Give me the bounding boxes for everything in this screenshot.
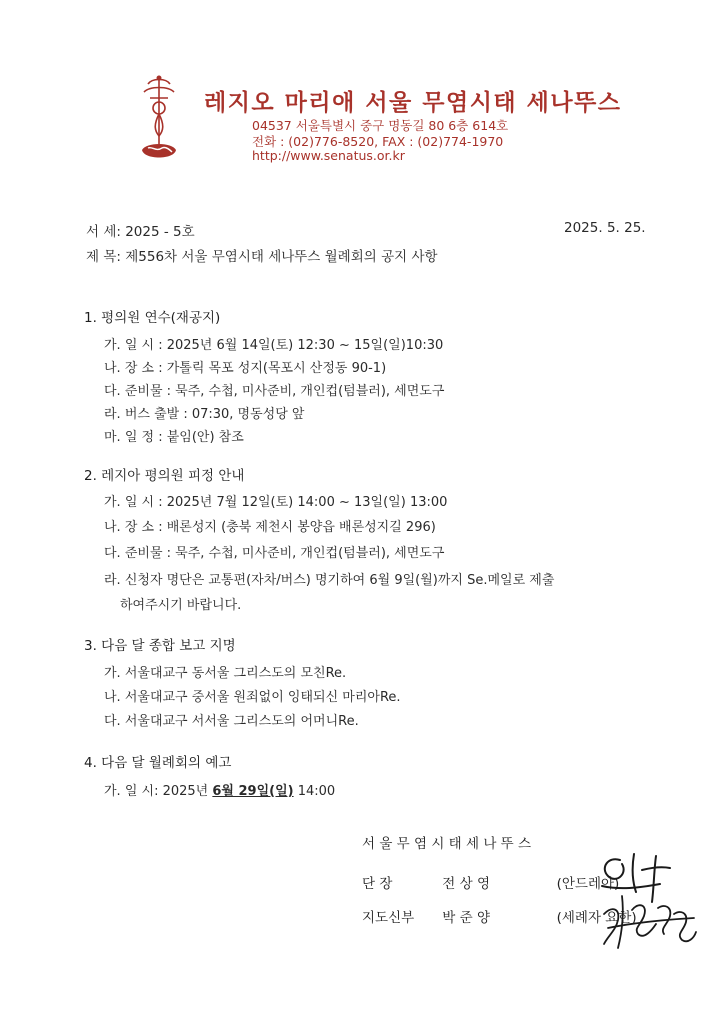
meeting-prefix: 가. 일 시: 2025년 (104, 784, 213, 799)
section-1-item: 라. 버스 출발 : 07:30, 명동성당 앞 (104, 407, 305, 422)
org-name: 레지오 마리애 서울 무염시태 세나뚜스 (204, 90, 622, 116)
subject-text: 제556차 서울 무염시태 세나뚜스 월례회의 공지 사항 (125, 249, 438, 265)
signature-name: 전 상 영 (442, 876, 491, 892)
section-2-item: 다. 준비물 : 묵주, 수첩, 미사준비, 개인컵(텀블러), 세면도구 (104, 546, 445, 561)
section-2-item: 가. 일 시 : 2025년 7월 12일(토) 14:00 ~ 13일(일) 13:00 (104, 495, 448, 510)
meeting-line (104, 780, 335, 799)
section-1-item: 마. 일 정 : 붙임(안) 참조 (104, 430, 244, 445)
section-1-title: 1. 평의원 연수(재공지) (84, 310, 221, 326)
signature-role: 지도신부 (362, 910, 415, 926)
signature-org: 서 울 무 염 시 태 세 나 뚜 스 (362, 836, 532, 852)
section-2-item: 라. 신청자 명단은 교통편(자차/버스) 명기하여 6월 9일(월)까지 Se.메일로 제출 (104, 573, 555, 588)
meeting-date-emphasis: 6월 29일(일) (212, 784, 294, 799)
section-3-item: 다. 서울대교구 서서울 그리스도의 어머니Re. (104, 714, 359, 729)
section-2-title: 2. 레지아 평의원 피정 안내 (84, 468, 245, 484)
meeting-time: 14:00 (293, 784, 336, 799)
signature-role: 단 장 (362, 876, 393, 892)
section-3-title: 3. 다음 달 종합 보고 지명 (84, 638, 236, 654)
section-3-item: 나. 서울대교구 중서울 원죄없이 잉태되신 마리아Re. (104, 690, 401, 705)
signature-row-director (362, 906, 637, 926)
subject-label: 제 목: (86, 249, 121, 265)
doc-number-line (86, 220, 195, 240)
signature-baptismal-name: (안드레아) (556, 876, 620, 892)
legio-emblem-icon (136, 74, 182, 166)
subject-line (86, 245, 438, 265)
org-website[interactable]: http://www.senatus.or.kr (252, 148, 405, 163)
org-phone-fax: 전화 : (02)776-8520, FAX : (02)774-1970 (252, 134, 504, 149)
section-1-item: 가. 일 시 : 2025년 6월 14일(토) 12:30 ~ 15일(일)10:30 (104, 338, 444, 353)
section-2-item: 나. 장 소 : 배론성지 (충북 제천시 봉양읍 배론성지길 296) (104, 520, 436, 535)
doc-number-label: 서 세: (86, 224, 121, 240)
org-address: 04537 서울특별시 중구 명동길 80 6층 614호 (252, 118, 509, 133)
section-1-item: 나. 장 소 : 가톨릭 목포 성지(목포시 산정동 90-1) (104, 361, 387, 376)
section-1-item: 다. 준비물 : 묵주, 수첩, 미사준비, 개인컵(텀블러), 세면도구 (104, 384, 445, 399)
doc-number: 2025 - 5호 (125, 224, 195, 240)
doc-date: 2025. 5. 25. (564, 220, 646, 236)
section-4-title: 4. 다음 달 월례회의 예고 (84, 755, 232, 771)
signature-row-president (362, 872, 619, 892)
signature-name: 박 준 양 (442, 910, 491, 926)
section-2-item-continued: 하여주시기 바랍니다. (120, 598, 242, 613)
section-3-item: 가. 서울대교구 동서울 그리스도의 모친Re. (104, 666, 347, 681)
handwritten-signature-director (598, 884, 702, 956)
signature-baptismal-name: (세례자 요한) (556, 910, 637, 926)
